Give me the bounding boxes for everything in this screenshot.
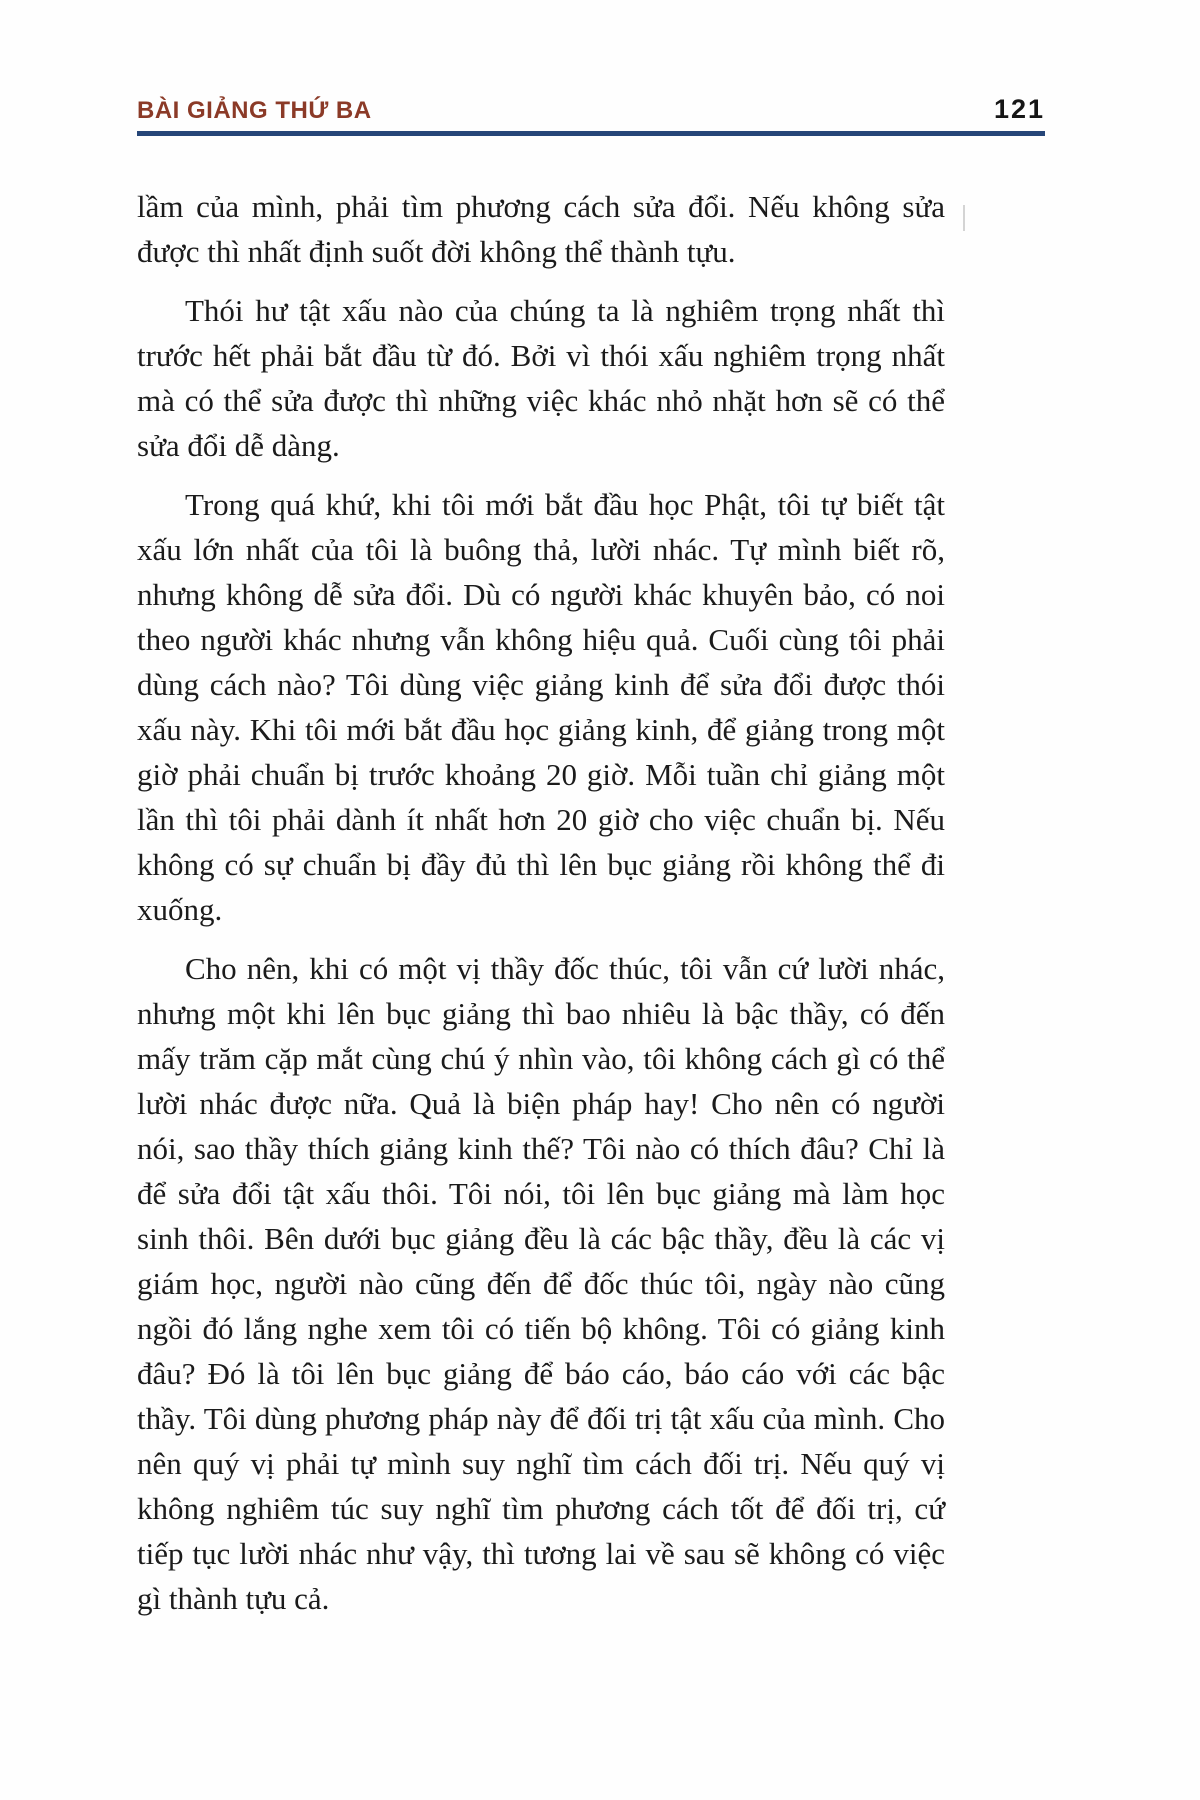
paragraph: Trong quá khứ, khi tôi mới bắt đầu học Phật, tôi tự biết tật xấu lớn nhất của tôi là buông thả, lười nhác. Tự mình biết rõ, nhưng không dễ sửa đổi. Dù có người khác khuyên bảo, có noi theo người khác nhưng vẫn không hiệu quả. Cuối cùng tôi phải dùng cách nào? Tôi dùng việc giảng kinh để sửa đổi được thói xấu này. Khi tôi mới bắt đầu học giảng kinh, để giảng trong một giờ phải chuẩn bị trước khoảng 20 giờ. Mỗi tuần chỉ giảng một lần thì tôi phải dành ít nhất hơn 20 giờ cho việc chuẩn bị. Nếu không có sự chuẩn bị đầy đủ thì lên bục giảng rồi không thể đi xuống.: [137, 487, 945, 927]
body-text: [137, 184, 945, 1635]
paragraph-continuation: lầm của mình, phải tìm phương cách sửa đổi. Nếu không sửa được thì nhất định suốt đời không thể thành tựu.: [137, 189, 945, 269]
paragraph: Cho nên, khi có một vị thầy đốc thúc, tôi vẫn cứ lười nhác, nhưng một khi lên bục giảng thì bao nhiêu là bậc thầy, có đến mấy trăm cặp mắt cùng chú ý nhìn vào, tôi không cách gì có thể lười nhác được nữa. Quả là biện pháp hay! Cho nên có người nói, sao thầy thích giảng kinh thế? Tôi nào có thích đâu? Chỉ là để sửa đổi tật xấu thôi. Tôi nói, tôi lên bục giảng mà làm học sinh thôi. Bên dưới bục giảng đều là các bậc thầy, đều là các vị giám học, người nào cũng đến để đốc thúc tôi, ngày nào cũng ngồi đó lắng nghe xem tôi có tiến bộ không. Tôi có giảng kinh đâu? Đó là tôi lên bục giảng để báo cáo, báo cáo với các bậc thầy. Tôi dùng phương pháp này để đối trị tật xấu của mình. Cho nên quý vị phải tự mình suy nghĩ tìm cách đối trị. Nếu quý vị không nghiêm túc suy nghĩ tìm phương cách tốt để đối trị, cứ tiếp tục lười nhác như vậy, thì tương lai về sau sẽ không có việc gì thành tựu cả.: [137, 951, 945, 1616]
running-title: BÀI GIẢNG THỨ BA: [137, 97, 372, 124]
scan-artifact: [963, 205, 965, 231]
page-header: [137, 94, 1045, 125]
paragraph: Thói hư tật xấu nào của chúng ta là nghiêm trọng nhất thì trước hết phải bắt đầu từ đó. Bởi vì thói xấu nghiêm trọng nhất mà có thể sửa được thì những việc khác nhỏ nhặt hơn sẽ có thể sửa đổi dễ dàng.: [137, 293, 945, 463]
header-rule: [137, 131, 1045, 136]
page-number: 121: [993, 94, 1045, 124]
